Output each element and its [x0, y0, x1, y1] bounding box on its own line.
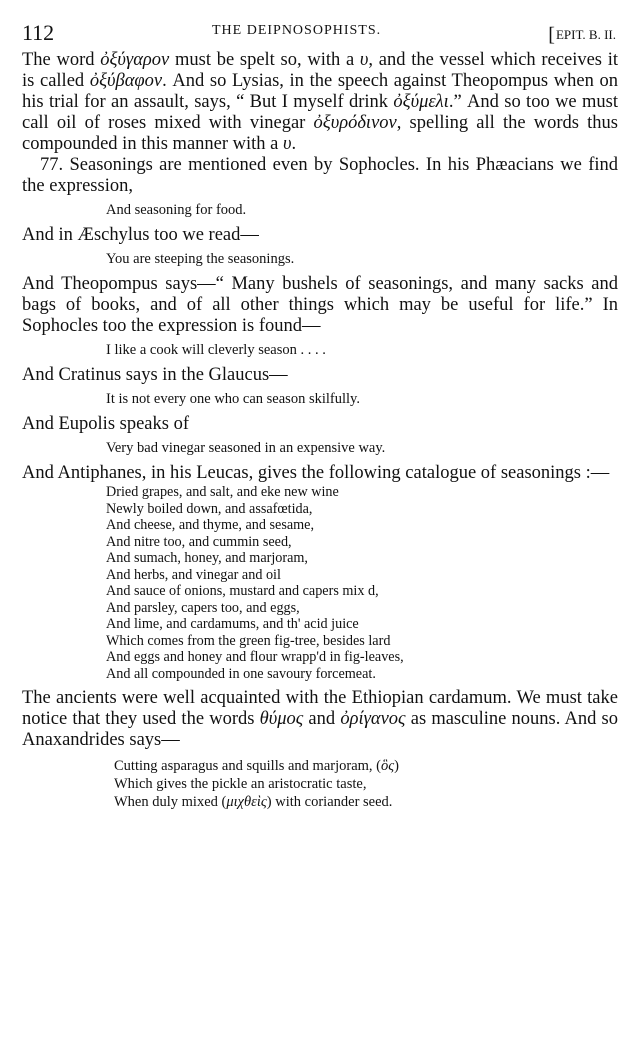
quote-sophocles: And seasoning for food. — [106, 202, 247, 218]
paragraph-oxygaron — [22, 50, 618, 155]
quote-cratinus: It is not every one who can season skilfully. — [106, 391, 360, 407]
text-run: .” And so too we must call oil of roses mixed with vinegar — [22, 92, 618, 133]
greek-word: ὀξύμελι — [393, 92, 449, 112]
paragraph-theopompus: And Theopompus says—“ Many bushels of seasonings, and many sacks and bags of books, and of all other things which may be useful for life.” In Sophocles too the expression is found— — [22, 274, 618, 336]
text-run: The ancients were well acquainted with the Ethiopian cardamum. We must take notice that they used the words — [22, 688, 618, 729]
quote-eupolis: Very bad vinegar seasoned in an expensive way. — [106, 440, 386, 456]
text-run: and — [303, 709, 341, 729]
greek-word: ὀξύγαρον — [100, 50, 170, 70]
text-run: ) — [394, 758, 399, 774]
book-page — [22, 20, 618, 811]
greek-word: ὀρίγανος — [340, 709, 406, 729]
poem-line: Dried grapes, and salt, and eke new wine — [106, 484, 339, 500]
text-run: , spelling all the words thus compounded in this manner with a — [22, 113, 618, 154]
greek-word: ὀξύβαφον — [89, 71, 163, 91]
page-number: 112 — [22, 20, 55, 45]
poem-line: And eggs and honey and flour wrapp'd in fig-leaves, — [106, 649, 404, 665]
quote-aeschylus: You are steeping the seasonings. — [106, 251, 295, 267]
text-run: . And so Lysias, in the speech against Theopompus when on his trial for an assault, says, “ But I myself drink — [22, 71, 618, 112]
greek-word: ὀξυρόδινον — [313, 113, 397, 133]
poem-line — [114, 793, 618, 811]
text-run: , and the vessel which receives it is called — [22, 50, 618, 91]
poem-anaxandrides — [22, 757, 618, 811]
greek-word: θύμος — [259, 709, 304, 729]
poem-line: Which comes from the green fig-tree, besides lard — [106, 632, 391, 649]
greek-word: μιχθεὶς — [226, 794, 267, 810]
poem-line: And nitre too, and cummin seed, — [106, 533, 292, 550]
greek-word: ὃς — [381, 758, 395, 774]
poem-line: And herbs, and vinegar and oil — [106, 566, 281, 583]
paragraph-cardamum — [22, 688, 618, 751]
text-run: The word — [22, 50, 101, 70]
poem-line: And parsley, capers too, and eggs, — [106, 599, 300, 616]
page-header — [22, 20, 618, 50]
poem-line: And sumach, honey, and marjoram, — [106, 550, 308, 566]
poem-line — [114, 757, 618, 775]
text-run: . — [291, 134, 297, 154]
paragraph-eupolis: And Eupolis speaks of — [22, 414, 189, 434]
text-run: as masculine nouns. And so Anaxandrides says— — [22, 709, 618, 750]
poem-line: And lime, and cardamums, and th' acid juice — [106, 616, 359, 632]
poem-line: And all compounded in one savoury forcemeat. — [106, 665, 376, 682]
paragraph-aeschylus: And in Æschylus too we read— — [22, 225, 259, 245]
poem-line: And sauce of onions, mustard and capers mix d, — [106, 583, 379, 599]
greek-letter: υ — [359, 50, 369, 70]
paragraph-cratinus: And Cratinus says in the Glaucus— — [22, 365, 288, 385]
quote-cook: I like a cook will cleverly season . . . . — [106, 342, 326, 358]
poem-seasonings-catalogue — [22, 484, 618, 682]
poem-line: Newly boiled down, and assafœtida, — [106, 500, 313, 517]
paragraph-antiphanes: And Antiphanes, in his Leucas, gives the following catalogue of seasonings :— — [22, 463, 610, 483]
poem-line: Which gives the pickle an aristocratic taste, — [114, 776, 367, 792]
running-title: THE DEIPNOSOPHISTS. — [212, 23, 382, 38]
poem-line: And cheese, and thyme, and sesame, — [106, 517, 315, 533]
paragraph-seasonings-sophocles: 77. Seasonings are mentioned even by Sophocles. In his Phæacians we find the expression, — [22, 155, 618, 196]
section-reference: [ EPIT. B. II. — [548, 22, 616, 45]
text-run: must be spelt so, with a — [169, 50, 360, 70]
text-run: ) with coriander seed. — [266, 794, 393, 810]
text-run: Cutting asparagus and squills and marjoram, ( — [114, 758, 381, 774]
text-run: When duly mixed ( — [114, 794, 227, 810]
greek-letter: υ — [283, 134, 292, 154]
